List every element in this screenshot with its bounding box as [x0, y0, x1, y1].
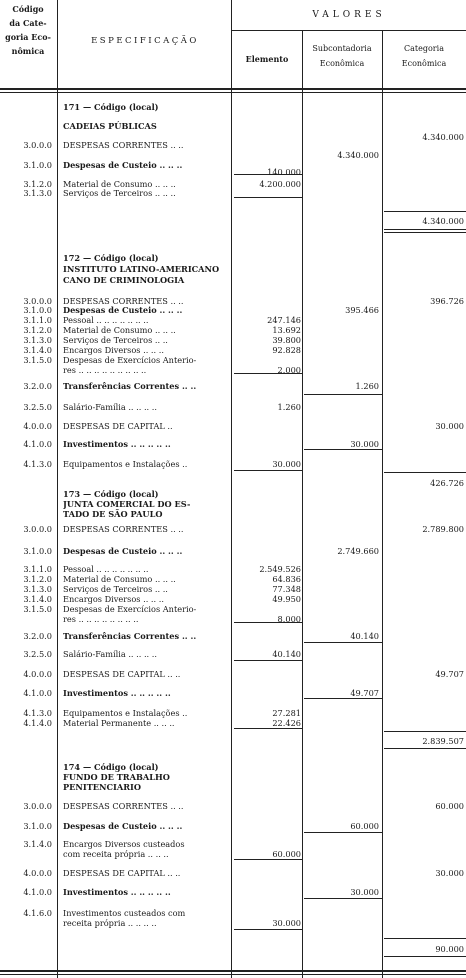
row-code: 3.1.5.0 — [23, 604, 52, 614]
total-rule — [384, 211, 466, 212]
row-label: DESPESAS DE CAPITAL .. .. — [63, 868, 181, 878]
row-subcontadoria: 395.466 — [345, 305, 379, 315]
table-row — [0, 364, 466, 376]
table-row — [0, 886, 466, 898]
row-elemento: 39.800 — [272, 335, 301, 345]
row-label: DESPESAS CORRENTES .. .. — [63, 296, 184, 306]
row-code: 3.2.0.0 — [23, 381, 52, 391]
row-code: 3.2.5.0 — [23, 402, 52, 412]
valores-rule — [232, 30, 466, 31]
row-label: FUNDO DE TRABALHO — [63, 772, 170, 782]
row-label: PENITENCIARIO — [63, 782, 141, 792]
table-row — [0, 800, 466, 812]
row-code: 3.1.4.0 — [23, 839, 52, 849]
row-label: Equipamentos e Instalações .. — [63, 708, 188, 718]
footer-rule-2 — [0, 974, 466, 975]
row-elemento: 92.828 — [272, 345, 301, 355]
row-code: 3.0.0.0 — [23, 801, 52, 811]
row-label: Material Permanente .. .. .. — [63, 718, 175, 728]
row-subcontadoria: 49.707 — [350, 688, 379, 698]
header-code-line: da Cate- — [9, 18, 47, 28]
row-code: 3.1.0.0 — [23, 821, 52, 831]
row-elemento: 247.146 — [267, 315, 301, 325]
row-elemento: 30.000 — [272, 459, 301, 469]
row-elemento: 64.836 — [272, 574, 301, 584]
header-elemento: Elemento — [245, 54, 289, 64]
row-categoria: 2.839.507 — [422, 736, 464, 746]
row-label: INSTITUTO LATINO-AMERICANO — [63, 264, 220, 274]
row-code: 4.1.0.0 — [23, 439, 52, 449]
row-elemento: 30.000 — [272, 918, 301, 928]
row-label: Investimentos .. .. .. .. .. — [63, 887, 171, 897]
header-cat-line: Econômica — [401, 59, 447, 68]
table-row — [0, 848, 466, 860]
row-label: CANO DE CRIMINOLOGIA — [63, 275, 185, 285]
table-row — [0, 781, 466, 793]
row-label: 171 — Código (local) — [63, 102, 159, 112]
row-label: TADO DE SÃO PAULO — [63, 509, 163, 519]
row-elemento: 49.950 — [272, 594, 301, 604]
row-code: 3.1.4.0 — [23, 594, 52, 604]
row-label: Investimentos .. .. .. .. .. — [63, 439, 171, 449]
row-code: 3.2.0.0 — [23, 631, 52, 641]
table-row — [0, 717, 466, 729]
row-elemento: 77.348 — [272, 584, 301, 594]
row-categoria: 426.726 — [430, 478, 464, 488]
row-elemento: 4.200.000 — [259, 179, 301, 189]
table-row — [0, 101, 466, 113]
row-code: 4.1.0.0 — [23, 688, 52, 698]
table-row — [0, 523, 466, 535]
subtotal-rule — [304, 394, 382, 395]
row-categoria: 60.000 — [435, 801, 464, 811]
row-subcontadoria: 2.749.660 — [337, 546, 379, 556]
header-subcontadoria — [303, 41, 381, 71]
row-label: receita própria .. .. .. .. — [63, 918, 157, 928]
table-row — [0, 687, 466, 699]
row-label: Material de Consumo .. .. .. — [63, 574, 176, 584]
subtotal-rule — [234, 470, 302, 471]
table-row — [0, 187, 466, 199]
table-row — [0, 438, 466, 450]
row-label: Serviços de Terceiros .. .. — [63, 335, 168, 345]
row-code: 4.1.0.0 — [23, 887, 52, 897]
table-row — [0, 943, 466, 955]
table-row — [0, 820, 466, 832]
row-elemento: 27.281 — [272, 708, 301, 718]
row-label: Serviços de Terceiros .. .. .. — [63, 188, 176, 198]
row-elemento: 60.000 — [272, 849, 301, 859]
row-label: DESPESAS DE CAPITAL .. — [63, 421, 173, 431]
row-subcontadoria: 40.140 — [350, 631, 379, 641]
table-row — [0, 668, 466, 680]
row-elemento: 8.000 — [277, 614, 301, 624]
row-label: DESPESAS DE CAPITAL .. .. — [63, 669, 181, 679]
row-code: 3.2.5.0 — [23, 649, 52, 659]
footer-rule — [0, 970, 466, 972]
row-categoria: 4.340.000 — [422, 132, 464, 142]
table-row — [0, 613, 466, 625]
row-label: Transferências Correntes .. .. — [63, 631, 197, 641]
row-label: Despesas de Custeio .. .. .. — [63, 546, 183, 556]
row-label: Transferências Correntes .. .. — [63, 381, 197, 391]
header-code — [0, 2, 56, 58]
total-rule — [384, 472, 466, 473]
header-categoria — [383, 41, 465, 71]
row-code: 3.1.2.0 — [23, 325, 52, 335]
row-label: DESPESAS CORRENTES .. .. — [63, 524, 184, 534]
row-label: DESPESAS CORRENTES .. .. — [63, 140, 184, 150]
row-label: Material de Consumo .. .. .. — [63, 179, 176, 189]
table-row — [0, 508, 466, 520]
row-code: 3.1.3.0 — [23, 188, 52, 198]
row-code: 3.1.0.0 — [23, 546, 52, 556]
header-cat-line: Categoria — [404, 44, 444, 53]
total-rule — [384, 731, 466, 732]
row-label: res .. .. .. .. .. .. .. .. — [63, 614, 139, 624]
row-label: 172 — Código (local) — [63, 253, 159, 263]
row-subcontadoria: 4.340.000 — [337, 150, 379, 160]
header-rule — [0, 88, 466, 90]
table-row — [0, 630, 466, 642]
table-row — [0, 458, 466, 470]
row-label: Despesas de Exercícios Anterio- — [63, 355, 197, 365]
row-label: Encargos Diversos custeados — [63, 839, 185, 849]
total-rule — [384, 229, 466, 230]
row-elemento: 140.000 — [267, 167, 301, 177]
row-subcontadoria: 30.000 — [350, 887, 379, 897]
row-label: 173 — Código (local) — [63, 489, 159, 499]
table-row — [0, 401, 466, 413]
row-label: Pessoal .. .. .. .. .. .. .. — [63, 564, 149, 574]
row-categoria: 90.000 — [435, 944, 464, 954]
row-label: Material de Consumo .. .. .. — [63, 325, 176, 335]
table-row — [0, 545, 466, 557]
row-code: 3.1.0.0 — [23, 160, 52, 170]
table-row — [0, 215, 466, 227]
row-code: 3.1.3.0 — [23, 335, 52, 345]
row-code: 4.1.6.0 — [23, 908, 52, 918]
row-subcontadoria: 60.000 — [350, 821, 379, 831]
row-elemento: 40.140 — [272, 649, 301, 659]
row-code: 3.1.3.0 — [23, 584, 52, 594]
row-code: 3.1.2.0 — [23, 179, 52, 189]
row-label: res .. .. .. .. .. .. .. .. .. — [63, 365, 147, 375]
row-code: 4.1.4.0 — [23, 718, 52, 728]
row-label: Encargos Diversos .. .. .. — [63, 594, 164, 604]
total-rule — [384, 938, 466, 939]
row-label: DESPESAS CORRENTES .. .. — [63, 801, 184, 811]
total-rule — [384, 748, 466, 749]
row-label: Despesas de Custeio .. .. .. — [63, 821, 183, 831]
row-elemento: 1.260 — [277, 402, 301, 412]
table-row — [0, 380, 466, 392]
row-code: 4.1.3.0 — [23, 708, 52, 718]
row-categoria: 30.000 — [435, 421, 464, 431]
row-categoria: 4.340.000 — [422, 216, 464, 226]
row-label: Investimentos .. .. .. .. .. — [63, 688, 171, 698]
table-row — [0, 166, 466, 178]
subtotal-rule — [234, 660, 302, 661]
row-code: 4.1.3.0 — [23, 459, 52, 469]
header-code-line: nômica — [11, 46, 45, 56]
table-row — [0, 867, 466, 879]
table-row — [0, 274, 466, 286]
row-elemento: 22.426 — [272, 718, 301, 728]
row-label: 174 — Código (local) — [63, 762, 159, 772]
row-code: 4.0.0.0 — [23, 669, 52, 679]
row-elemento: 2.000 — [277, 365, 301, 375]
row-elemento: 13.692 — [272, 325, 301, 335]
row-label: Despesas de Exercícios Anterio- — [63, 604, 197, 614]
header-code-line: Código — [12, 4, 44, 14]
row-categoria: 396.726 — [430, 296, 464, 306]
header-valores: VALORES — [312, 10, 386, 20]
row-code: 3.1.0.0 — [23, 305, 52, 315]
row-code: 4.0.0.0 — [23, 421, 52, 431]
row-label: Equipamentos e Instalações .. — [63, 459, 188, 469]
row-subcontadoria: 30.000 — [350, 439, 379, 449]
row-label: Encargos Diversos .. .. .. — [63, 345, 164, 355]
header-sub-line: Econômica — [319, 59, 365, 68]
subtotal-rule — [304, 898, 382, 899]
row-code: 3.0.0.0 — [23, 140, 52, 150]
header-code-line: goria Eco- — [5, 32, 51, 42]
subtotal-rule — [304, 832, 382, 833]
table-row — [0, 420, 466, 432]
row-label: CADEIAS PÚBLICAS — [63, 121, 157, 131]
row-label: JUNTA COMERCIAL DO ES- — [63, 499, 191, 509]
row-label: Serviços de Terceiros .. .. — [63, 584, 168, 594]
table-row — [0, 648, 466, 660]
row-code: 3.1.2.0 — [23, 574, 52, 584]
row-code: 3.1.1.0 — [23, 315, 52, 325]
row-code: 3.1.4.0 — [23, 345, 52, 355]
table-row — [0, 917, 466, 929]
total-rule — [384, 232, 466, 233]
row-label: Salário-Família .. .. .. .. — [63, 649, 157, 659]
subtotal-rule — [234, 929, 302, 930]
row-label: Despesas de Custeio .. .. .. — [63, 160, 183, 170]
row-categoria: 2.789.800 — [422, 524, 464, 534]
row-categoria: 30.000 — [435, 868, 464, 878]
total-rule — [384, 956, 466, 957]
row-label: Salário-Família .. .. .. .. — [63, 402, 157, 412]
header-especificacao: ESPECIFICAÇÃO — [91, 36, 199, 46]
header-sub-line: Subcontadoria — [312, 44, 372, 53]
row-elemento: 2.549.526 — [259, 564, 301, 574]
row-code: 3.0.0.0 — [23, 524, 52, 534]
row-label: Investimentos custeados com — [63, 908, 186, 918]
table-row — [0, 735, 466, 747]
subtotal-rule — [304, 642, 382, 643]
row-code: 3.1.5.0 — [23, 355, 52, 365]
row-code: 3.0.0.0 — [23, 296, 52, 306]
row-subcontadoria: 1.260 — [355, 381, 379, 391]
row-categoria: 49.707 — [435, 669, 464, 679]
header-rule-2 — [0, 92, 466, 93]
row-code: 3.1.1.0 — [23, 564, 52, 574]
row-label: Despesas de Custeio .. .. .. — [63, 305, 183, 315]
row-label: com receita própria .. .. .. — [63, 849, 169, 859]
row-code: 4.0.0.0 — [23, 868, 52, 878]
row-label: Pessoal .. .. .. .. .. .. .. — [63, 315, 149, 325]
